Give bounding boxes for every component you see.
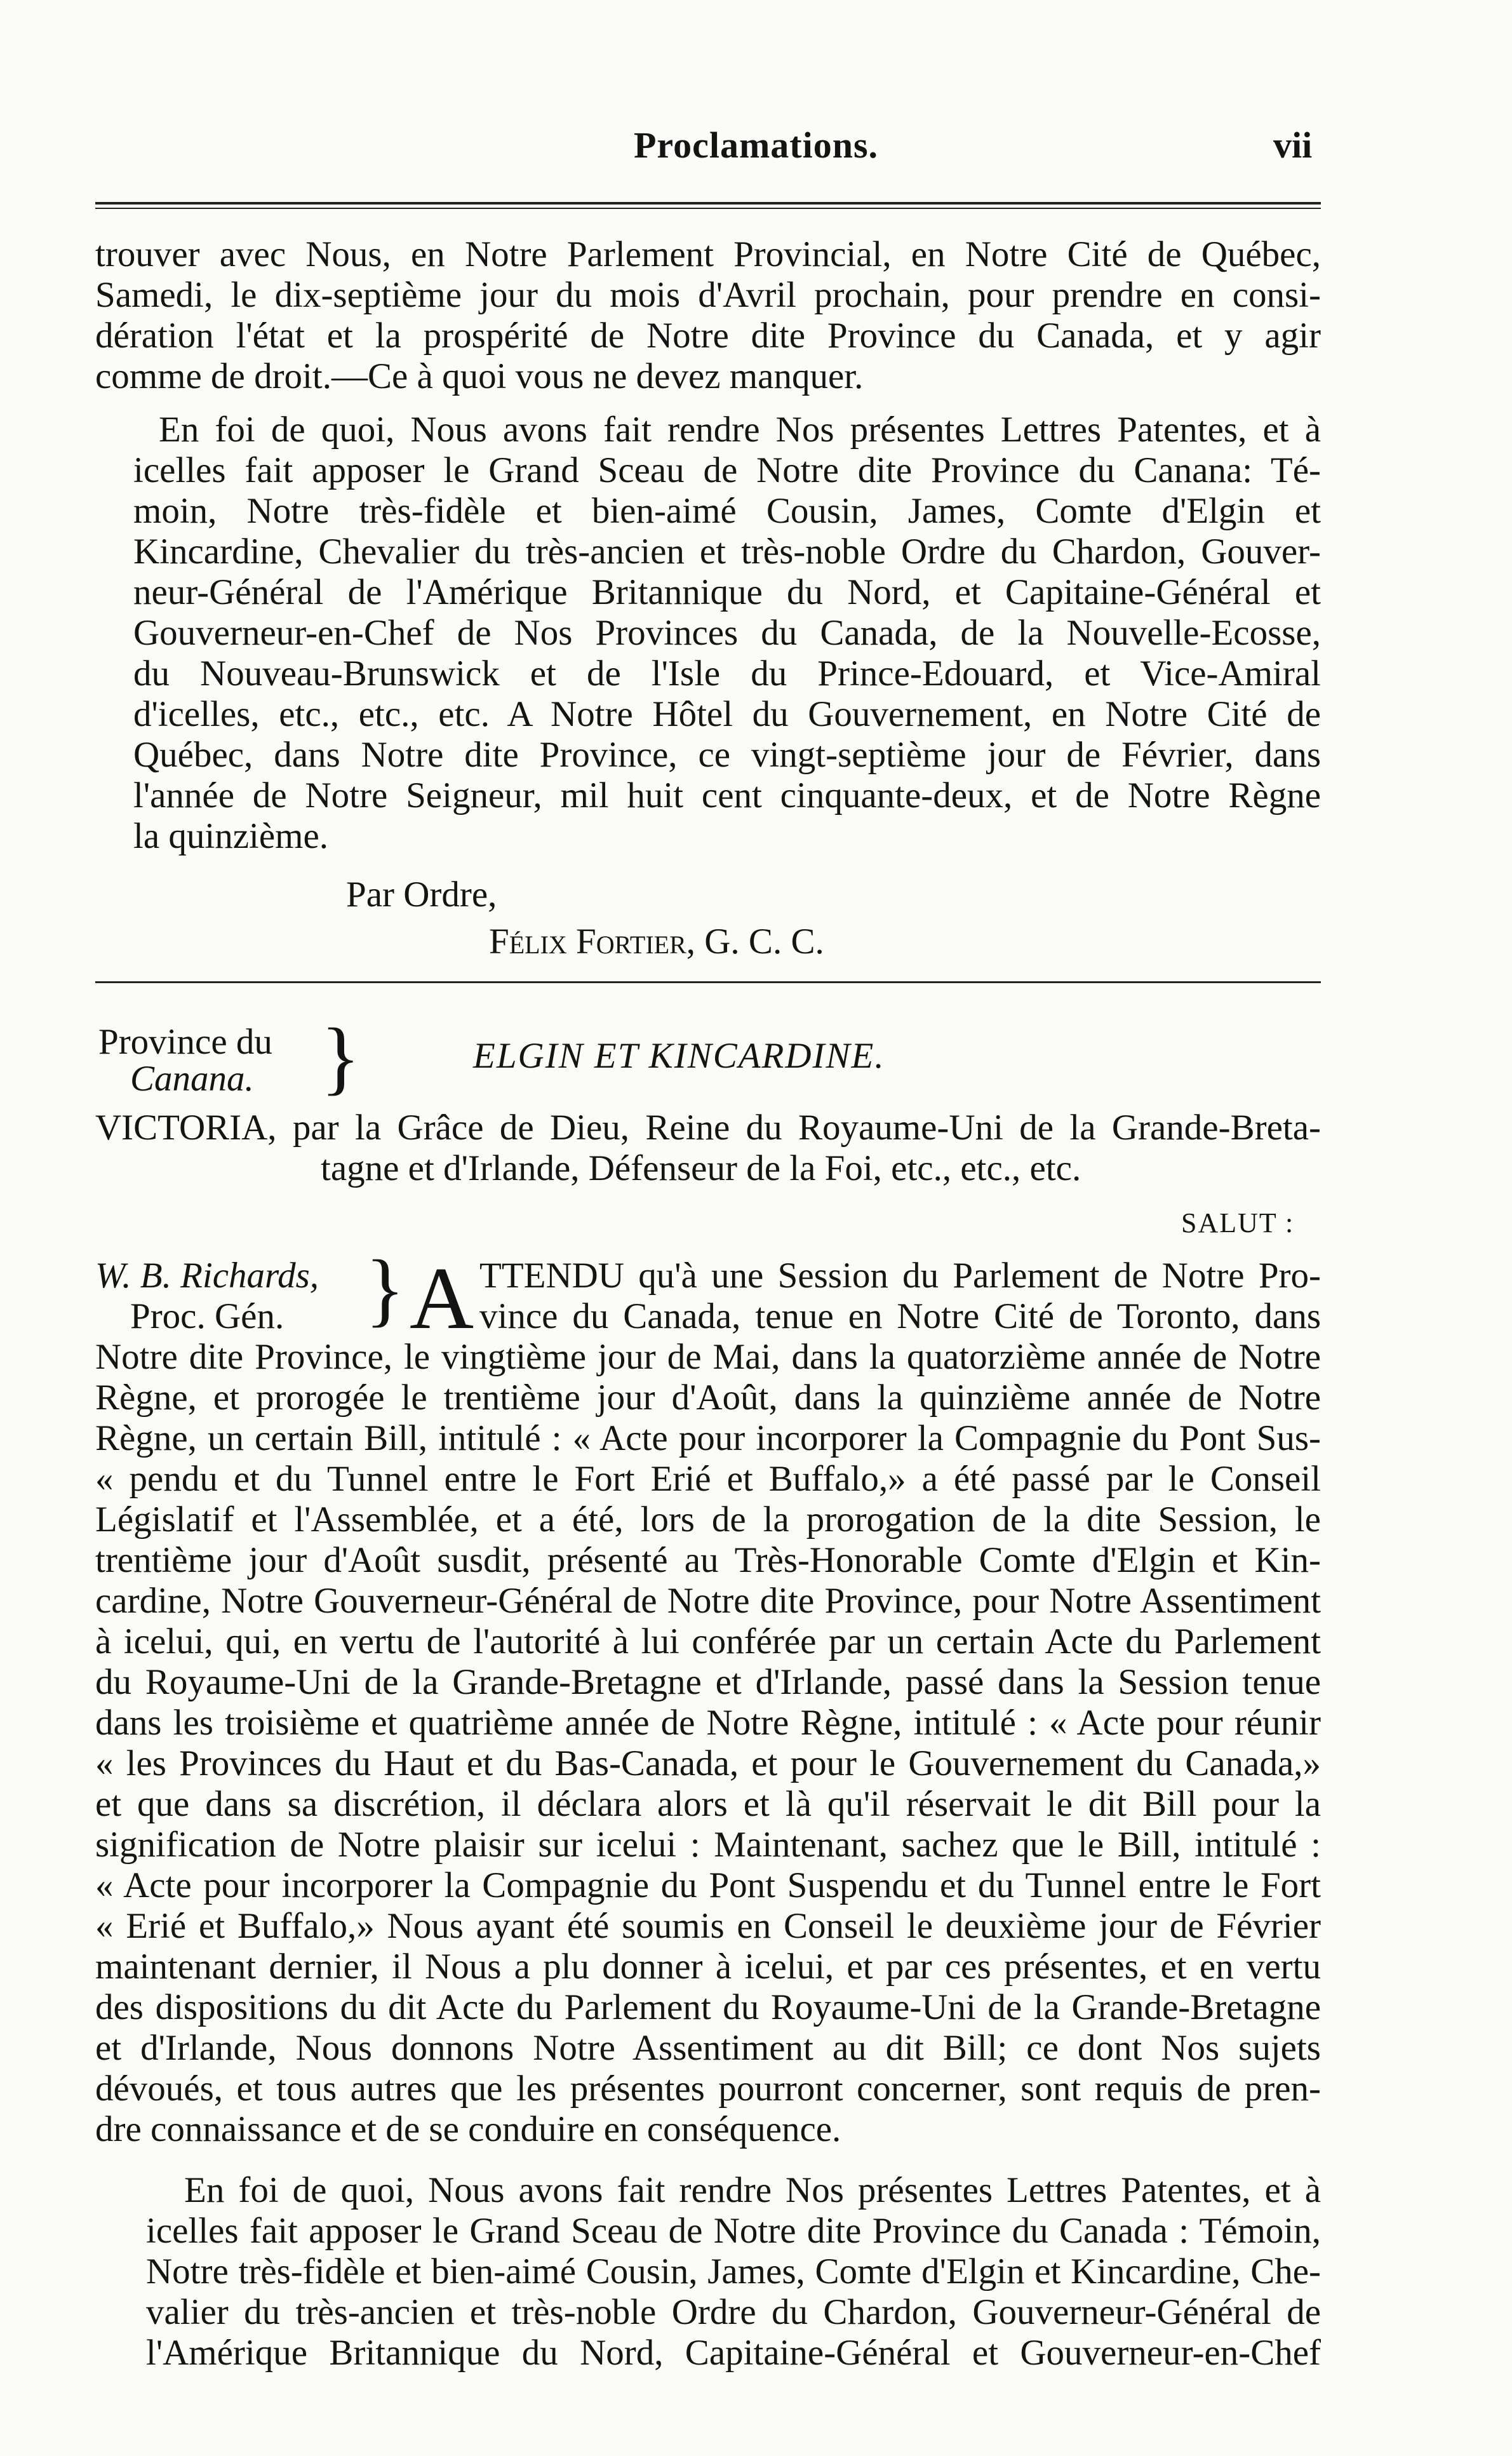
text-line: Règne, un certain Bill, intitulé : « Acte pour incorporer la Compagnie du Pont Sus- — [95, 1418, 1321, 1458]
page-title: Proclamations. — [633, 124, 879, 166]
text-line: et que dans sa discrétion, il déclara alors et là qu'il réservait le dit Bill pour la — [95, 1784, 1321, 1824]
text-line: trentième jour d'Août susdit, présenté au Très-Honorable Comte d'Elgin et Kin- — [95, 1540, 1321, 1580]
text-line: icelles fait apposer le Grand Sceau de Notre dite Province du Canada : Témoin, — [146, 2211, 1321, 2251]
brace: } — [321, 1012, 361, 1103]
text-line: maintenant dernier, il Nous a plu donner à icelui, et par ces présentes, et en vertu — [95, 1947, 1321, 1987]
text-line: icelles fait apposer le Grand Sceau de Notre dite Province du Canana: Té- — [133, 450, 1321, 490]
text-line: En foi de quoi, Nous avons fait rendre Nos présentes Lettres Patentes, et à — [184, 2170, 1321, 2210]
text-line: des dispositions du dit Acte du Parlement du Royaume-Uni de la Grande-Bretagne — [95, 1987, 1321, 2027]
salut: SALUT : — [1181, 1207, 1295, 1238]
text-line: d'icelles, etc., etc., etc. A Notre Hôtel du Gouvernement, en Notre Cité de — [133, 694, 1321, 734]
by-order: Par Ordre, — [346, 875, 497, 915]
victoria-line: VICTORIA, par la Grâce de Dieu, Reine du Royaume-Uni de la Grande-Breta- — [95, 1108, 1321, 1148]
text-line: TTENDU qu'à une Session du Parlement de Notre Pro- — [479, 1256, 1321, 1296]
text-line: la quinzième. — [133, 816, 329, 856]
text-line: signification de Notre plaisir sur icelui : Maintenant, sachez que le Bill, intitulé : — [95, 1825, 1321, 1865]
text-line: dre connaissance et de se conduire en conséquence. — [95, 2109, 841, 2149]
text-line: à icelui, qui, en vertu de l'autorité à lui conférée par un certain Acte du Parlement — [95, 1621, 1321, 1661]
text-line: En foi de quoi, Nous avons fait rendre Nos présentes Lettres Patentes, et à — [159, 410, 1321, 450]
header-rule-top — [95, 202, 1321, 205]
text-line: neur-Général de l'Amérique Britannique du Nord, et Capitaine-Général et — [133, 572, 1321, 612]
text-line: dans les troisième et quatrième année de Notre Règne, intitulé : « Acte pour réunir — [95, 1703, 1321, 1743]
brace: } — [365, 1244, 405, 1335]
text-line: Législatif et l'Assemblée, et a été, lors de la prorogation de la dite Session, le — [95, 1500, 1321, 1540]
text-line: « pendu et du Tunnel entre le Fort Erié et Buffalo,» a été passé par le Conseil — [95, 1459, 1321, 1499]
text-line: l'Amérique Britannique du Nord, Capitaine-Général et Gouverneur-en-Chef — [146, 2333, 1321, 2373]
text-line: Samedi, le dix-septième jour du mois d'Avril prochain, pour prendre en consi- — [95, 275, 1321, 315]
text-line: l'année de Notre Seigneur, mil huit cent cinquante-deux, et de Notre Règne — [133, 775, 1321, 815]
proclamation-heading: ELGIN ET KINCARDINE. — [473, 1036, 885, 1076]
text-line: vince du Canada, tenue en Notre Cité de Toronto, dans — [479, 1296, 1321, 1336]
province-label: Province du — [98, 1022, 272, 1062]
text-line: du Nouveau-Brunswick et de l'Isle du Prince-Edouard, et Vice-Amiral — [133, 654, 1321, 694]
text-line: « les Provinces du Haut et du Bas-Canada, et pour le Gouvernement du Canada,» — [95, 1743, 1321, 1783]
text-line: cardine, Notre Gouverneur-Général de Notre dite Province, pour Notre Assentiment — [95, 1581, 1321, 1621]
margin-name: W. B. Richards, — [95, 1256, 319, 1296]
header-rule-bottom — [95, 208, 1321, 209]
signatory: Félix Fortier, G. C. C. — [489, 922, 824, 962]
text-line: « Erié et Buffalo,» Nous ayant été soumis en Conseil le deuxième jour de Février — [95, 1906, 1321, 1946]
text-line: dévoués, et tous autres que les présentes pourront concerner, sont requis de pren- — [95, 2069, 1321, 2109]
margin-title: Proc. Gén. — [130, 1296, 284, 1336]
text-line: « Acte pour incorporer la Compagnie du Pont Suspendu et du Tunnel entre le Fort — [95, 1865, 1321, 1905]
text-line: Règne, et prorogée le trentième jour d'Août, dans la quinzième année de Notre — [95, 1378, 1321, 1418]
text-line: Gouverneur-en-Chef de Nos Provinces du Canada, de la Nouvelle-Ecosse, — [133, 613, 1321, 653]
text-line: du Royaume-Uni de la Grande-Bretagne et d'Irlande, passé dans la Session tenue — [95, 1662, 1321, 1702]
section-divider — [95, 981, 1321, 983]
text-line: Notre dite Province, le vingtième jour de Mai, dans la quatorzième année de Notre — [95, 1337, 1321, 1377]
text-line: valier du très-ancien et très-noble Ordre du Chardon, Gouverneur-Général de — [146, 2292, 1321, 2332]
text-line: et d'Irlande, Nous donnons Notre Assentiment au dit Bill; ce dont Nos sujets — [95, 2028, 1321, 2068]
province-name: Canana. — [130, 1059, 254, 1099]
text-line: Québec, dans Notre dite Province, ce vingt-septième jour de Février, dans — [133, 735, 1321, 775]
text-line: dération l'état et la prospérité de Notre dite Province du Canada, et y agir — [95, 316, 1321, 356]
text-line: comme de droit.—Ce à quoi vous ne devez manquer. — [95, 356, 864, 396]
text-line: Notre très-fidèle et bien-aimé Cousin, James, Comte d'Elgin et Kincardine, Che- — [146, 2251, 1321, 2292]
text-line: moin, Notre très-fidèle et bien-aimé Cousin, James, Comte d'Elgin et — [133, 491, 1321, 531]
victoria-line: tagne et d'Irlande, Défenseur de la Foi, etc., etc., etc. — [321, 1148, 1081, 1188]
text-line: Kincardine, Chevalier du très-ancien et très-noble Ordre du Chardon, Gouver- — [133, 532, 1321, 572]
page-number: vii — [1273, 124, 1313, 166]
drop-cap: A — [410, 1249, 474, 1348]
text-line: trouver avec Nous, en Notre Parlement Provincial, en Notre Cité de Québec, — [95, 234, 1321, 274]
